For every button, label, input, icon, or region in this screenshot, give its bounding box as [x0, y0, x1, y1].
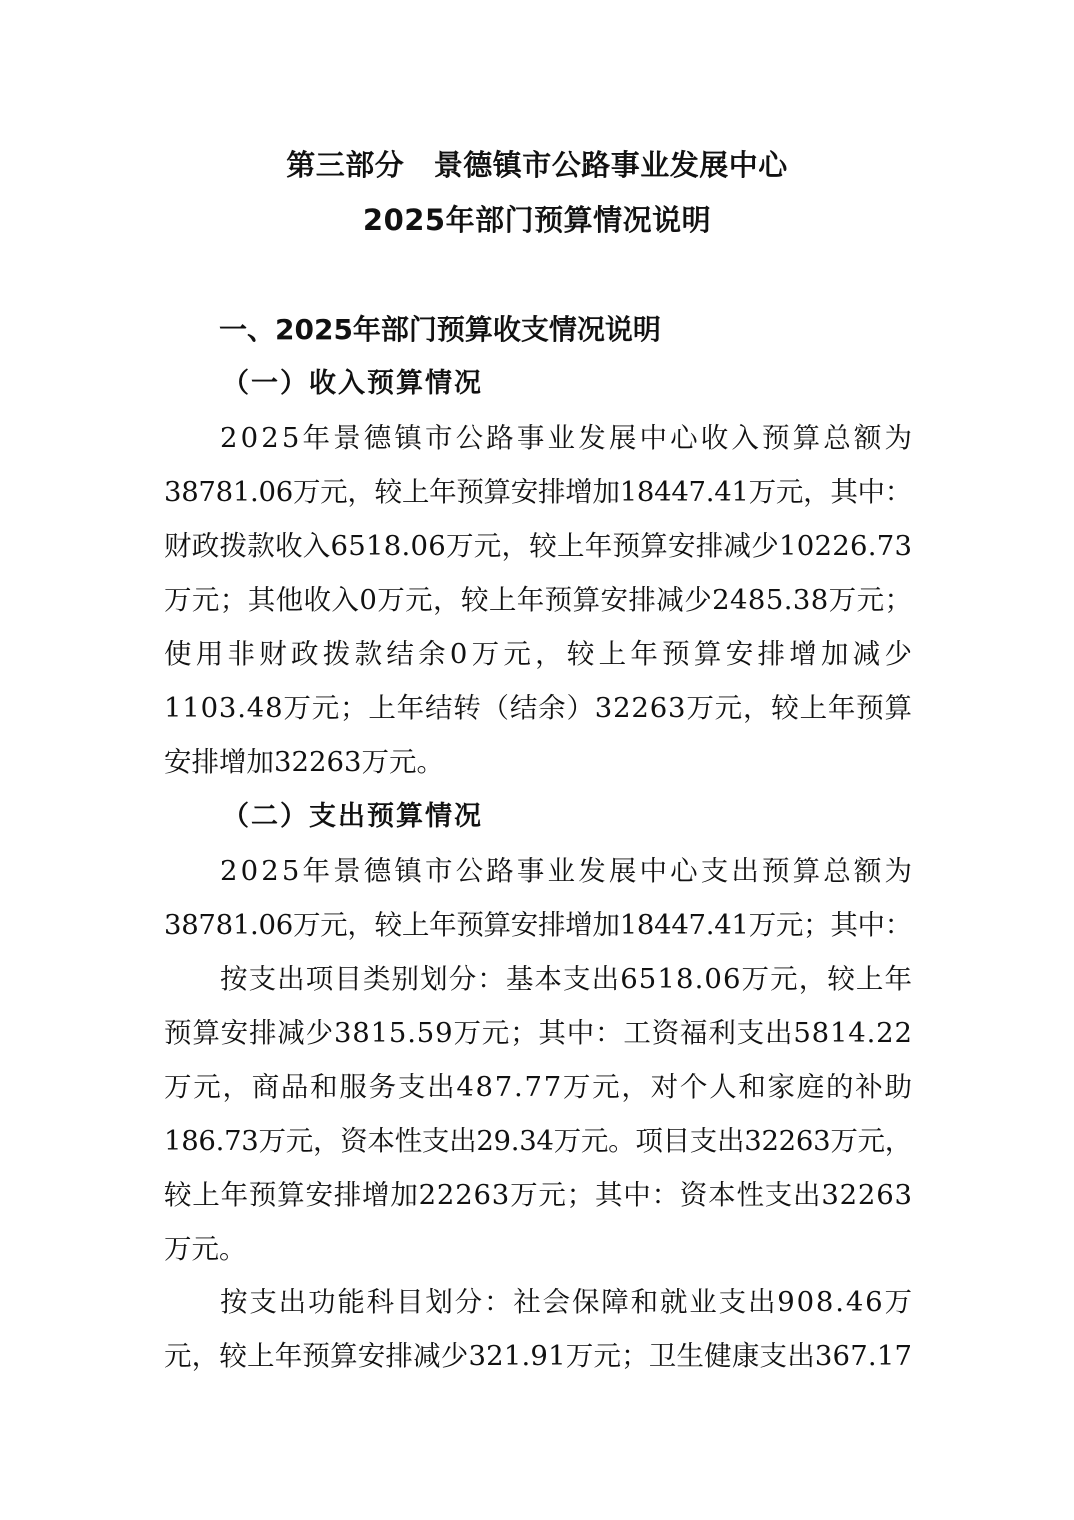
paragraph-line: 财政拨款收入6518.06万元，较上年预算安排减少10226.73: [164, 530, 913, 562]
paragraph-line: 38781.06万元，较上年预算安排增加18447.41万元；其中：: [164, 909, 912, 941]
section-heading-budget-overview: 一、2025年部门预算收支情况说明: [219, 313, 661, 346]
paragraph-line: 万元。: [164, 1233, 247, 1265]
paragraph-line: 1103.48万元；上年结转（结余）32263万元，较上年预算: [164, 692, 913, 724]
paragraph-line: 万元，商品和服务支出487.77万元，对个人和家庭的补助: [164, 1071, 914, 1103]
paragraph-line: 186.73万元，资本性支出29.34万元。项目支出32263万元，: [164, 1125, 912, 1157]
paragraph-line: 按支出项目类别划分：基本支出6518.06万元，较上年: [220, 963, 914, 995]
document-title-line2: 2025年部门预算情况说明: [362, 203, 712, 237]
subsection-heading-expenditure: （二）支出预算情况: [222, 801, 483, 832]
paragraph-line: 元，较上年预算安排减少321.91万元；卫生健康支出367.17: [164, 1340, 913, 1372]
paragraph-line: 38781.06万元，较上年预算安排增加18447.41万元，其中：: [164, 476, 912, 508]
paragraph-line: 按支出功能科目划分：社会保障和就业支出908.46万: [220, 1286, 914, 1318]
expenditure-total-paragraph: [164, 844, 916, 952]
paragraph-line: 2025年景德镇市公路事业发展中心支出预算总额为: [220, 855, 916, 887]
subsection-heading-income: （一）收入预算情况: [222, 368, 483, 399]
paragraph-line: 较上年预算安排增加22263万元；其中：资本性支出32263: [164, 1179, 913, 1211]
income-paragraph: [164, 411, 917, 789]
document-title-line1: 第三部分 景德镇市公路事业发展中心: [286, 148, 788, 182]
paragraph-line: 2025年景德镇市公路事业发展中心收入预算总额为: [220, 422, 916, 454]
expenditure-by-function-paragraph: [164, 1275, 912, 1383]
expenditure-by-category-paragraph: [164, 952, 912, 1276]
paragraph-line: 安排增加32263万元。: [164, 746, 444, 778]
paragraph-line: 预算安排减少3815.59万元；其中：工资福利支出5814.22: [164, 1017, 913, 1049]
paragraph-line: 万元；其他收入0万元，较上年预算安排减少2485.38万元；: [164, 584, 913, 616]
paragraph-line: 使用非财政拨款结余0万元，较上年预算安排增加减少: [164, 638, 917, 670]
